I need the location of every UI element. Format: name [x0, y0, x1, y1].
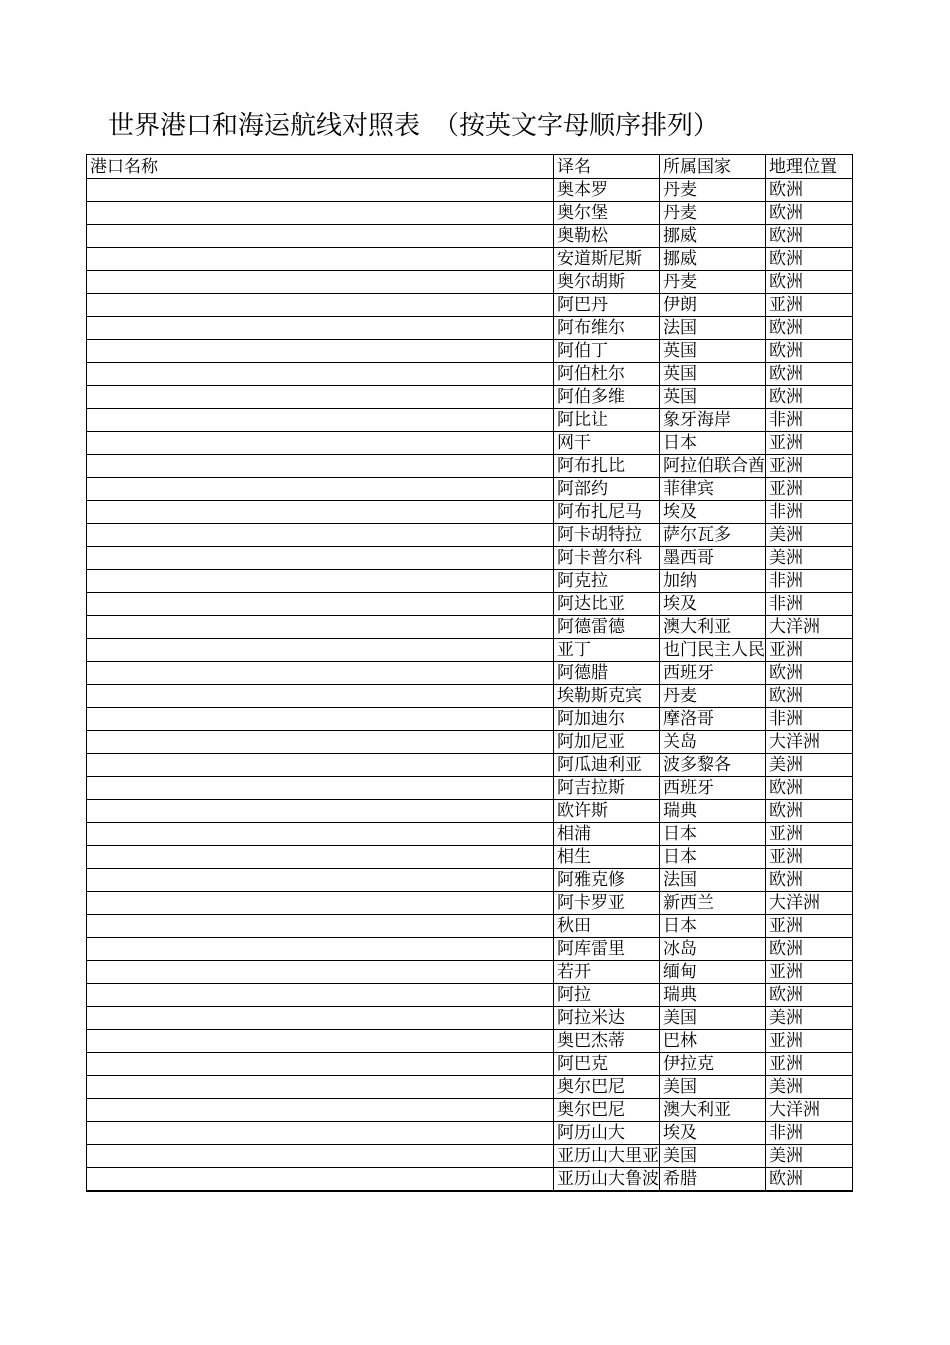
table-row	[87, 662, 853, 685]
cell-translated-name[interactable]: 奥本罗	[554, 179, 660, 202]
cell-port-name[interactable]	[87, 1076, 554, 1099]
table-row	[87, 1168, 853, 1192]
cell-port-name[interactable]	[87, 1030, 554, 1053]
cell-translated-name[interactable]: 阿吉拉斯	[554, 777, 660, 800]
table-row	[87, 1053, 853, 1076]
cell-translated-name[interactable]: 秋田	[554, 915, 660, 938]
cell-country[interactable]: 日本	[660, 915, 766, 938]
cell-port-name[interactable]	[87, 593, 554, 616]
cell-translated-name[interactable]: 亚历山大里亚	[554, 1145, 660, 1168]
table-row	[87, 915, 853, 938]
cell-country[interactable]: 澳大利亚	[660, 616, 766, 639]
table-row	[87, 685, 853, 708]
cell-country[interactable]: 法国	[660, 317, 766, 340]
cell-port-name[interactable]	[87, 1007, 554, 1030]
cell-translated-name[interactable]: 阿巴克	[554, 1053, 660, 1076]
cell-port-name[interactable]	[87, 823, 554, 846]
cell-translated-name[interactable]: 阿卡胡特拉	[554, 524, 660, 547]
cell-translated-name[interactable]: 阿巴丹	[554, 294, 660, 317]
cell-region[interactable]: 亚洲	[766, 915, 853, 938]
cell-country[interactable]: 英国	[660, 386, 766, 409]
cell-region[interactable]: 亚洲	[766, 294, 853, 317]
cell-translated-name[interactable]: 阿卡罗亚	[554, 892, 660, 915]
cell-translated-name[interactable]: 阿拉米达	[554, 1007, 660, 1030]
cell-region[interactable]: 美洲	[766, 754, 853, 777]
cell-port-name[interactable]	[87, 777, 554, 800]
cell-country[interactable]: 加纳	[660, 570, 766, 593]
cell-region[interactable]: 亚洲	[766, 846, 853, 869]
table-row	[87, 961, 853, 984]
cell-country[interactable]: 萨尔瓦多	[660, 524, 766, 547]
cell-region[interactable]: 美洲	[766, 1076, 853, 1099]
cell-translated-name[interactable]: 阿布扎比	[554, 455, 660, 478]
cell-region[interactable]: 欧洲	[766, 271, 853, 294]
table-row	[87, 777, 853, 800]
cell-port-name[interactable]	[87, 616, 554, 639]
table-row	[87, 179, 853, 202]
cell-region[interactable]: 非洲	[766, 1122, 853, 1145]
cell-translated-name[interactable]: 亚历山大鲁波	[554, 1168, 660, 1192]
cell-country[interactable]: 丹麦	[660, 179, 766, 202]
table-row	[87, 593, 853, 616]
cell-translated-name[interactable]: 奥巴杰蒂	[554, 1030, 660, 1053]
cell-region[interactable]: 亚洲	[766, 961, 853, 984]
cell-region[interactable]: 亚洲	[766, 455, 853, 478]
cell-region[interactable]: 美洲	[766, 524, 853, 547]
cell-region[interactable]: 非洲	[766, 708, 853, 731]
table-row	[87, 800, 853, 823]
cell-country[interactable]: 埃及	[660, 501, 766, 524]
table-row	[87, 271, 853, 294]
cell-country[interactable]: 英国	[660, 363, 766, 386]
cell-country[interactable]: 新西兰	[660, 892, 766, 915]
cell-port-name[interactable]	[87, 386, 554, 409]
cell-country[interactable]: 阿拉伯联合酋	[660, 455, 766, 478]
cell-country[interactable]: 巴林	[660, 1030, 766, 1053]
table-row	[87, 363, 853, 386]
cell-country[interactable]: 挪威	[660, 225, 766, 248]
cell-port-name[interactable]	[87, 754, 554, 777]
table-row	[87, 455, 853, 478]
cell-port-name[interactable]	[87, 455, 554, 478]
cell-port-name[interactable]	[87, 731, 554, 754]
cell-country[interactable]: 西班牙	[660, 777, 766, 800]
cell-region[interactable]: 欧洲	[766, 363, 853, 386]
table-row	[87, 846, 853, 869]
table-row	[87, 869, 853, 892]
cell-translated-name[interactable]: 阿部约	[554, 478, 660, 501]
table-row	[87, 754, 853, 777]
table-row	[87, 570, 853, 593]
cell-region[interactable]: 大洋洲	[766, 1099, 853, 1122]
table-row	[87, 1030, 853, 1053]
cell-translated-name[interactable]: 欧许斯	[554, 800, 660, 823]
cell-translated-name[interactable]: 若开	[554, 961, 660, 984]
cell-port-name[interactable]	[87, 501, 554, 524]
table-row	[87, 616, 853, 639]
table-row	[87, 639, 853, 662]
table-row	[87, 225, 853, 248]
cell-port-name[interactable]	[87, 639, 554, 662]
cell-region[interactable]: 欧洲	[766, 662, 853, 685]
cell-region[interactable]: 亚洲	[766, 823, 853, 846]
cell-port-name[interactable]	[87, 340, 554, 363]
cell-translated-name[interactable]: 阿伯多维	[554, 386, 660, 409]
cell-country[interactable]: 冰岛	[660, 938, 766, 961]
cell-region[interactable]: 欧洲	[766, 386, 853, 409]
cell-translated-name[interactable]: 相生	[554, 846, 660, 869]
cell-port-name[interactable]	[87, 846, 554, 869]
cell-country[interactable]: 丹麦	[660, 271, 766, 294]
table-row	[87, 524, 853, 547]
cell-translated-name[interactable]: 阿瓜迪利亚	[554, 754, 660, 777]
cell-translated-name[interactable]: 阿达比亚	[554, 593, 660, 616]
cell-port-name[interactable]	[87, 248, 554, 271]
cell-region[interactable]: 美洲	[766, 1145, 853, 1168]
cell-region[interactable]: 大洋洲	[766, 616, 853, 639]
cell-region[interactable]: 非洲	[766, 501, 853, 524]
table-row	[87, 478, 853, 501]
cell-port-name[interactable]	[87, 1168, 554, 1192]
cell-translated-name[interactable]: 阿克拉	[554, 570, 660, 593]
table-row	[87, 547, 853, 570]
cell-region[interactable]: 欧洲	[766, 685, 853, 708]
cell-translated-name[interactable]: 阿伯丁	[554, 340, 660, 363]
table-header-row	[87, 155, 853, 179]
cell-translated-name[interactable]: 亚丁	[554, 639, 660, 662]
cell-region[interactable]: 亚洲	[766, 1053, 853, 1076]
cell-country[interactable]: 丹麦	[660, 202, 766, 225]
page-title: 世界港口和海运航线对照表 （按英文字母顺序排列）	[108, 111, 720, 141]
table-row	[87, 984, 853, 1007]
cell-country[interactable]: 埃及	[660, 593, 766, 616]
table-row	[87, 1076, 853, 1099]
cell-port-name[interactable]	[87, 363, 554, 386]
table-row	[87, 1099, 853, 1122]
cell-country[interactable]: 也门民主人民	[660, 639, 766, 662]
cell-port-name[interactable]	[87, 800, 554, 823]
cell-port-name[interactable]	[87, 1053, 554, 1076]
table-row	[87, 731, 853, 754]
cell-region[interactable]: 非洲	[766, 570, 853, 593]
cell-region[interactable]: 欧洲	[766, 777, 853, 800]
cell-region[interactable]: 亚洲	[766, 432, 853, 455]
cell-translated-name[interactable]: 阿伯杜尔	[554, 363, 660, 386]
cell-region[interactable]: 欧洲	[766, 800, 853, 823]
cell-translated-name[interactable]: 阿德雷德	[554, 616, 660, 639]
table-row	[87, 432, 853, 455]
cell-region[interactable]: 大洋洲	[766, 731, 853, 754]
cell-region[interactable]: 欧洲	[766, 225, 853, 248]
cell-country[interactable]: 丹麦	[660, 685, 766, 708]
cell-country[interactable]: 美国	[660, 1007, 766, 1030]
cell-region[interactable]: 欧洲	[766, 317, 853, 340]
cell-region[interactable]: 非洲	[766, 409, 853, 432]
cell-country[interactable]: 瑞典	[660, 800, 766, 823]
cell-translated-name[interactable]: 阿德腊	[554, 662, 660, 685]
cell-port-name[interactable]	[87, 1099, 554, 1122]
cell-region[interactable]: 欧洲	[766, 869, 853, 892]
table-row	[87, 248, 853, 271]
cell-country[interactable]: 伊拉克	[660, 1053, 766, 1076]
cell-port-name[interactable]	[87, 294, 554, 317]
cell-translated-name[interactable]: 奥勒松	[554, 225, 660, 248]
table-row	[87, 892, 853, 915]
cell-translated-name[interactable]: 相浦	[554, 823, 660, 846]
table-row	[87, 823, 853, 846]
cell-region[interactable]: 非洲	[766, 593, 853, 616]
cell-region[interactable]: 大洋洲	[766, 892, 853, 915]
cell-translated-name[interactable]: 阿雅克修	[554, 869, 660, 892]
table-row	[87, 409, 853, 432]
cell-translated-name[interactable]: 阿拉	[554, 984, 660, 1007]
cell-port-name[interactable]	[87, 915, 554, 938]
cell-translated-name[interactable]: 奥尔巴尼	[554, 1099, 660, 1122]
cell-country[interactable]: 埃及	[660, 1122, 766, 1145]
cell-country[interactable]: 挪威	[660, 248, 766, 271]
cell-translated-name[interactable]: 阿历山大	[554, 1122, 660, 1145]
cell-translated-name[interactable]: 阿比让	[554, 409, 660, 432]
cell-translated-name[interactable]: 阿加迪尔	[554, 708, 660, 731]
cell-country[interactable]: 西班牙	[660, 662, 766, 685]
cell-region[interactable]: 亚洲	[766, 639, 853, 662]
cell-region[interactable]: 亚洲	[766, 478, 853, 501]
cell-country[interactable]: 缅甸	[660, 961, 766, 984]
table-row	[87, 317, 853, 340]
cell-translated-name[interactable]: 安道斯尼斯	[554, 248, 660, 271]
cell-port-name[interactable]	[87, 685, 554, 708]
cell-region[interactable]: 美洲	[766, 1007, 853, 1030]
cell-port-name[interactable]	[87, 892, 554, 915]
table-row	[87, 202, 853, 225]
cell-region[interactable]: 欧洲	[766, 340, 853, 363]
cell-country[interactable]: 日本	[660, 432, 766, 455]
cell-translated-name[interactable]: 奥尔堡	[554, 202, 660, 225]
cell-port-name[interactable]	[87, 179, 554, 202]
cell-region[interactable]: 美洲	[766, 547, 853, 570]
cell-country[interactable]: 日本	[660, 823, 766, 846]
cell-region[interactable]: 欧洲	[766, 248, 853, 271]
table-row	[87, 708, 853, 731]
cell-country[interactable]: 美国	[660, 1145, 766, 1168]
cell-country[interactable]: 日本	[660, 846, 766, 869]
table-row	[87, 340, 853, 363]
cell-country[interactable]: 摩洛哥	[660, 708, 766, 731]
cell-port-name[interactable]	[87, 708, 554, 731]
cell-translated-name[interactable]: 埃勒斯克宾	[554, 685, 660, 708]
cell-port-name[interactable]	[87, 409, 554, 432]
cell-region[interactable]: 亚洲	[766, 1030, 853, 1053]
cell-country[interactable]: 波多黎各	[660, 754, 766, 777]
cell-country[interactable]: 象牙海岸	[660, 409, 766, 432]
cell-region[interactable]: 欧洲	[766, 202, 853, 225]
cell-translated-name[interactable]: 阿布扎尼马	[554, 501, 660, 524]
cell-port-name[interactable]	[87, 938, 554, 961]
cell-country[interactable]: 英国	[660, 340, 766, 363]
header-port-name[interactable]: 港口名称	[87, 155, 554, 179]
table-row	[87, 1145, 853, 1168]
cell-country[interactable]: 瑞典	[660, 984, 766, 1007]
cell-port-name[interactable]	[87, 271, 554, 294]
cell-country[interactable]: 墨西哥	[660, 547, 766, 570]
cell-port-name[interactable]	[87, 662, 554, 685]
cell-port-name[interactable]	[87, 869, 554, 892]
cell-country[interactable]: 澳大利亚	[660, 1099, 766, 1122]
cell-port-name[interactable]	[87, 984, 554, 1007]
cell-translated-name[interactable]: 阿布维尔	[554, 317, 660, 340]
cell-country[interactable]: 法国	[660, 869, 766, 892]
cell-port-name[interactable]	[87, 432, 554, 455]
header-country[interactable]: 所属国家	[660, 155, 766, 179]
header-region[interactable]: 地理位置	[766, 155, 853, 179]
cell-port-name[interactable]	[87, 478, 554, 501]
cell-country[interactable]: 菲律宾	[660, 478, 766, 501]
cell-port-name[interactable]	[87, 524, 554, 547]
cell-port-name[interactable]	[87, 225, 554, 248]
cell-country[interactable]: 关岛	[660, 731, 766, 754]
table-row	[87, 1007, 853, 1030]
cell-port-name[interactable]	[87, 202, 554, 225]
cell-translated-name[interactable]: 网干	[554, 432, 660, 455]
cell-translated-name[interactable]: 阿卡普尔科	[554, 547, 660, 570]
cell-port-name[interactable]	[87, 961, 554, 984]
cell-region[interactable]: 欧洲	[766, 179, 853, 202]
table-row	[87, 1122, 853, 1145]
cell-translated-name[interactable]: 阿加尼亚	[554, 731, 660, 754]
table-row	[87, 386, 853, 409]
cell-translated-name[interactable]: 奥尔胡斯	[554, 271, 660, 294]
table-row	[87, 938, 853, 961]
cell-translated-name[interactable]: 奥尔巴尼	[554, 1076, 660, 1099]
table-row	[87, 294, 853, 317]
cell-country[interactable]: 希腊	[660, 1168, 766, 1192]
cell-port-name[interactable]	[87, 317, 554, 340]
cell-region[interactable]: 欧洲	[766, 1168, 853, 1192]
cell-port-name[interactable]	[87, 1145, 554, 1168]
cell-country[interactable]: 美国	[660, 1076, 766, 1099]
cell-country[interactable]: 伊朗	[660, 294, 766, 317]
port-table	[86, 154, 853, 1192]
cell-region[interactable]: 欧洲	[766, 984, 853, 1007]
cell-port-name[interactable]	[87, 547, 554, 570]
table-row	[87, 501, 853, 524]
cell-port-name[interactable]	[87, 1122, 554, 1145]
cell-region[interactable]: 欧洲	[766, 938, 853, 961]
header-translated-name[interactable]: 译名	[554, 155, 660, 179]
cell-port-name[interactable]	[87, 570, 554, 593]
cell-translated-name[interactable]: 阿库雷里	[554, 938, 660, 961]
